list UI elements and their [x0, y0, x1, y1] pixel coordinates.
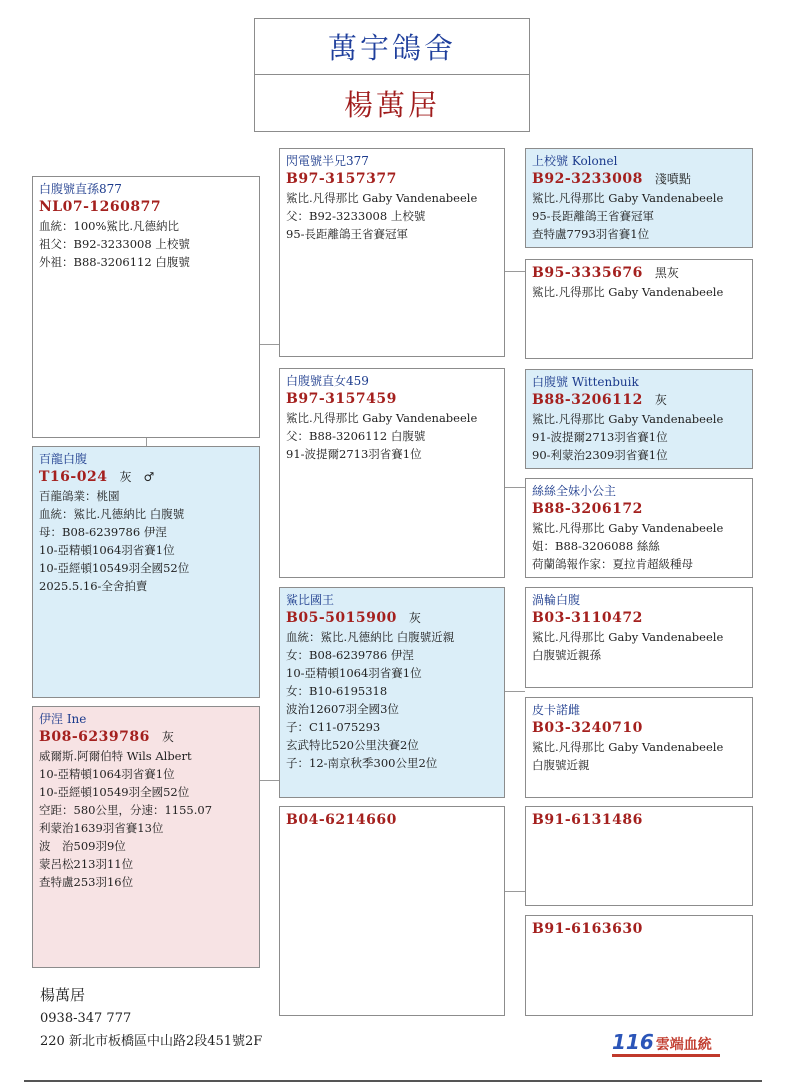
pigeon-name: 皮卡諾雌 [532, 703, 581, 717]
pedigree-header [254, 18, 530, 132]
pigeon-g5 [525, 587, 753, 688]
pigeon-info-line: 血統：鯊比.凡德納比 白腹號 [39, 507, 185, 521]
pigeon-sire-dam [279, 368, 505, 578]
ring-number-text: B91-6131486 [532, 812, 643, 828]
ring-number [286, 609, 498, 628]
pigeon-info-line: 威爾斯.阿爾伯特 Wils Albert [39, 749, 192, 763]
pigeon-g8 [525, 915, 753, 1016]
pigeon-name: 百龍白腹 [39, 452, 88, 466]
ring-number-text: B91-6163630 [532, 921, 643, 937]
pigeon-info-line: 子：C11-075293 [286, 720, 381, 734]
ring-number [286, 170, 498, 189]
ring-number [39, 728, 253, 747]
pigeon-name: 白腹號直孫877 [39, 182, 122, 196]
pigeon-color: 灰 [408, 611, 421, 625]
pigeon-info-line: 查特盧7793羽省賽1位 [532, 227, 650, 241]
pigeon-g4 [525, 478, 753, 578]
pigeon-info-line: 鯊比.凡得那比 Gaby Vandenabeele [532, 191, 724, 205]
pigeon-subject [32, 176, 260, 438]
pigeon-info-line: 母：B08-6239786 伊涅 [39, 525, 167, 539]
pigeon-info-line: 女：B10-6195318 [286, 684, 388, 698]
pigeon-color: 灰 ♂ [119, 470, 155, 484]
pigeon-info-line: 蒙呂松213羽11位 [39, 857, 134, 871]
ring-number [532, 170, 746, 189]
pigeon-info-line: 10-亞經頓10549羽全國52位 [39, 785, 190, 799]
ring-number-text: B88-3206112 [532, 392, 643, 408]
pigeon-info-line: 波 治509羽9位 [39, 839, 126, 853]
pigeon-name: 絲絲全妹小公主 [532, 484, 617, 498]
pigeon-name: 伊涅 Ine [39, 712, 87, 726]
contact-info [40, 984, 262, 1053]
ring-number-text: T16-024 [39, 469, 108, 485]
ring-number [286, 811, 498, 830]
pigeon-info-line: 子：12-南京秋季300公里2位 [286, 756, 438, 770]
ring-number [532, 391, 746, 410]
pigeon-dam-dam [279, 806, 505, 1016]
pigeon-info-line: 父：B88-3206112 白腹號 [286, 429, 426, 443]
contact-phone: 0938-347 777 [40, 1011, 132, 1026]
pigeon-info-line: 利蒙治1639羽省賽13位 [39, 821, 164, 835]
pigeon-info-line: 91-波提爾2713羽省賽1位 [532, 430, 668, 444]
pigeon-name: 鯊比國王 [286, 593, 335, 607]
pigeon-info-line: 血統：100%鯊比.凡德納比 [39, 219, 180, 233]
pigeon-info-line: 荷蘭鴿報作家：夏拉肯超級種母 [532, 557, 693, 571]
ring-number [532, 811, 746, 830]
pigeon-name: 上校號 Kolonel [532, 154, 618, 168]
pigeon-info-line: 外祖：B88-3206112 白腹號 [39, 255, 190, 269]
ring-number-text: B97-3157377 [286, 171, 397, 187]
pigeon-info-line: 10-亞精頓1064羽省賽1位 [39, 767, 175, 781]
pigeon-info-line: 鯊比.凡得那比 Gaby Vandenabeele [532, 740, 724, 754]
pigeon-name: 渦輪白腹 [532, 593, 581, 607]
loft-name: 萬宇鴿舍 [255, 19, 529, 75]
pigeon-sire [32, 446, 260, 698]
pigeon-info-line: 95-長距離鴿王省賽冠軍 [286, 227, 409, 241]
ring-number-text: B03-3110472 [532, 610, 643, 626]
pigeon-info-line: 祖父：B92-3233008 上校號 [39, 237, 190, 251]
ring-number-text: B97-3157459 [286, 391, 397, 407]
pigeon-info-line: 10-亞經頓10549羽全國52位 [39, 561, 190, 575]
pigeon-info-line: 波治12607羽全國3位 [286, 702, 399, 716]
pigeon-info-line: 鯊比.凡得那比 Gaby Vandenabeele [532, 412, 724, 426]
pigeon-dam [32, 706, 260, 968]
contact-address: 220 新北市板橋區中山路2段451號2F [40, 1034, 263, 1049]
ring-number [532, 500, 746, 519]
owner-name: 楊萬居 [343, 87, 440, 122]
ring-number-text: B08-6239786 [39, 729, 150, 745]
ring-number-text: B03-3240710 [532, 720, 643, 736]
pigeon-info-line: 白腹號近親 [532, 758, 590, 772]
pigeon-info-line: 玄武特比520公里決賽2位 [286, 738, 419, 752]
ring-number-text: B04-6214660 [286, 812, 397, 828]
ring-number [286, 390, 498, 409]
ring-number [39, 468, 253, 487]
pigeon-g2 [525, 259, 753, 359]
pigeon-info-line: 鯊比.凡得那比 Gaby Vandenabeele [286, 411, 478, 425]
pigeon-sire-sire [279, 148, 505, 357]
pigeon-g3 [525, 369, 753, 469]
pigeon-g7 [525, 806, 753, 906]
pigeon-info-line: 91-波提爾2713羽省賽1位 [286, 447, 422, 461]
ring-number-text: NL07-1260877 [39, 199, 162, 215]
pigeon-info-line: 查特盧253羽16位 [39, 875, 134, 889]
pigeon-info-line: 父：B92-3233008 上校號 [286, 209, 426, 223]
bottom-divider [24, 1080, 762, 1082]
ring-number [39, 198, 253, 217]
pigeon-info-line: 95-長距離鴿王省賽冠軍 [532, 209, 655, 223]
ring-number-text: B92-3233008 [532, 171, 643, 187]
pigeon-info-line: 白腹號近親孫 [532, 648, 601, 662]
ring-number [532, 609, 746, 628]
pigeon-color: 灰 [161, 730, 174, 744]
pigeon-color: 灰 [654, 393, 667, 407]
pigeon-info-line: 鯊比.凡得那比 Gaby Vandenabeele [532, 630, 724, 644]
pigeon-info-line: 鯊比.凡得那比 Gaby Vandenabeele [532, 521, 724, 535]
pigeon-info-line: 姐：B88-3206088 絲絲 [532, 539, 660, 553]
pigeon-info-line: 女：B08-6239786 伊涅 [286, 648, 414, 662]
pigeon-info-line: 血統：鯊比.凡德納比 白腹號近親 [286, 630, 455, 644]
pigeon-g6 [525, 697, 753, 798]
pigeon-name: 白腹號直女459 [286, 374, 369, 388]
pigeon-color: 淺噴點 [654, 172, 691, 186]
pigeon-info-line: 10-亞精頓1064羽省賽1位 [39, 543, 175, 557]
ring-number-text: B88-3206172 [532, 501, 643, 517]
pigeon-info-line: 百龍鴿業：桃園 [39, 489, 120, 503]
ring-number [532, 719, 746, 738]
pigeon-name: 閃電號半兄377 [286, 154, 369, 168]
pigeon-g1 [525, 148, 753, 248]
ring-number [532, 920, 746, 939]
pigeon-dam-sire [279, 587, 505, 798]
pigeon-info-line: 2025.5.16-全舍拍賣 [39, 579, 148, 593]
ring-number-text: B95-3335676 [532, 265, 643, 281]
ring-number [532, 264, 746, 283]
pigeon-info-line: 鯊比.凡得那比 Gaby Vandenabeele [286, 191, 478, 205]
pigeon-info-line: 鯊比.凡得那比 Gaby Vandenabeele [532, 285, 724, 299]
logo-underline [612, 1054, 720, 1057]
pigeon-info-line: 10-亞精頓1064羽省賽1位 [286, 666, 422, 680]
contact-name: 楊萬居 [40, 986, 86, 1004]
logo-number: 116 [612, 1030, 654, 1054]
logo-text: 雲端血統 [655, 1037, 712, 1053]
pigeon-info-line: 90-利蒙治2309羽省賽1位 [532, 448, 668, 462]
brand-logo[interactable] [612, 1030, 712, 1054]
ring-number-text: B05-5015900 [286, 610, 397, 626]
pigeon-color: 黑灰 [654, 266, 679, 280]
pigeon-name: 白腹號 Wittenbuik [532, 375, 639, 389]
pigeon-info-line: 空距：580公里，分速：1155.07 [39, 803, 213, 817]
